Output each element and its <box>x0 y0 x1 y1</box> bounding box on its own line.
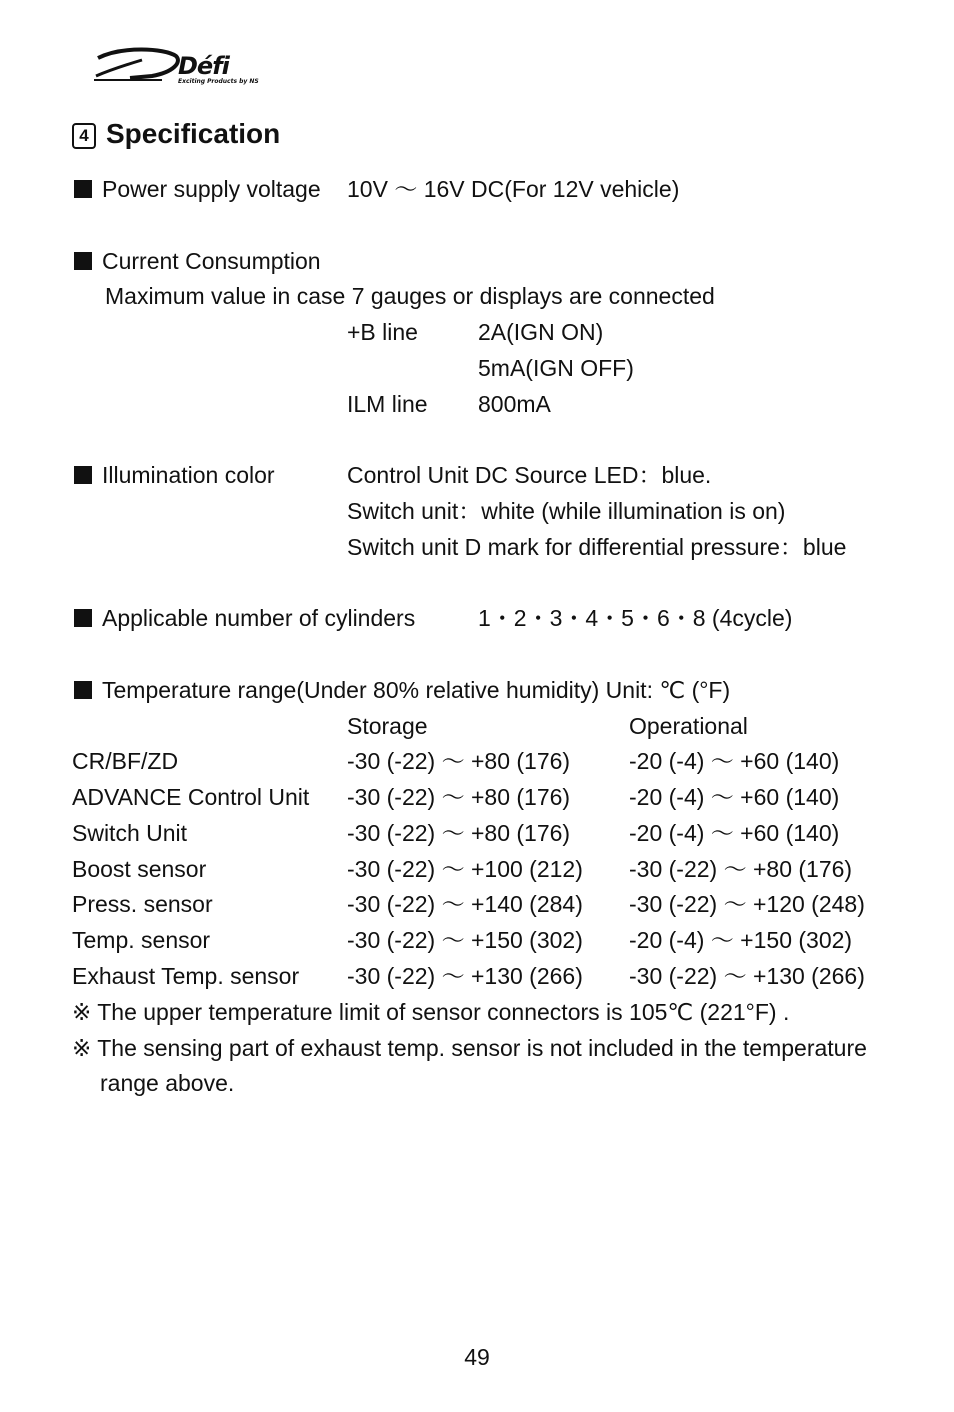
row-storage: -30 (-22) ～ +130 (266) <box>347 963 583 989</box>
row-storage: -30 (-22) ～ +80 (176) <box>347 820 571 846</box>
bullet-square-icon <box>74 681 92 699</box>
column-header-operational: Operational <box>629 713 748 739</box>
row-operational: -20 (-4) ～ +60 (140) <box>629 748 840 774</box>
row-operational: -30 (-22) ～ +80 (176) <box>629 856 853 882</box>
row-name: Exhaust Temp. sensor <box>72 963 300 989</box>
row-operational: -30 (-22) ～ +130 (266) <box>629 963 865 989</box>
row-storage: -30 (-22) ～ +80 (176) <box>347 784 571 810</box>
row-storage: -30 (-22) ～ +100 (212) <box>347 856 583 882</box>
row-name: ADVANCE Control Unit <box>72 784 310 810</box>
row-operational: -20 (-4) ～ +60 (140) <box>629 784 840 810</box>
row-storage: -30 (-22) ～ +140 (284) <box>347 891 583 917</box>
logo-wordmark: Défi <box>178 52 229 80</box>
temperature-note: ※ The upper temperature limit of sensor connectors is 105℃ (221°F) . <box>72 999 790 1025</box>
bullet-square-icon <box>74 466 92 484</box>
illumination-line: Control Unit DC Source LED：blue. <box>347 462 712 488</box>
bullet-square-icon <box>74 180 92 198</box>
temperature-note: ※ The sensing part of exhaust temp. sensor is not included in the temperature <box>72 1035 867 1061</box>
row-name: Temp. sensor <box>72 927 211 953</box>
temperature-label: Temperature range(Under 80% relative humidity) Unit: ℃ (°F) <box>74 679 730 702</box>
illumination-line: Switch unit D mark for differential pressure：blue <box>347 534 847 560</box>
ilm-line-label: ILM line <box>347 391 428 417</box>
section-number: 4 <box>72 123 96 149</box>
defi-logo <box>92 44 292 90</box>
row-operational: -20 (-4) ～ +150 (302) <box>629 927 853 953</box>
row-storage: -30 (-22) ～ +80 (176) <box>347 748 571 774</box>
current-consumption-label: Current Consumption <box>74 250 321 273</box>
cylinders-label: Applicable number of cylinders <box>74 607 415 630</box>
page-number: 49 <box>464 1344 490 1370</box>
illumination-line: Switch unit：white (while illumination is on) <box>347 498 786 524</box>
current-consumption-note: Maximum value in case 7 gauges or displays are connected <box>105 283 715 309</box>
temperature-note-continued: range above. <box>100 1070 235 1096</box>
row-name: CR/BF/ZD <box>72 748 179 774</box>
b-line-value-ign-off: 5mA(IGN OFF) <box>478 355 634 381</box>
cylinders-value: 1・2・3・4・5・6・8 (4cycle) <box>478 605 793 631</box>
bullet-square-icon <box>74 609 92 627</box>
section-title: Specification <box>106 118 281 149</box>
b-line-value-ign-on: 2A(IGN ON) <box>478 319 604 345</box>
logo-tagline: Exciting Products by NS <box>178 78 259 85</box>
bullet-square-icon <box>74 252 92 270</box>
power-supply-value: 10V ～ 16V DC(For 12V vehicle) <box>347 176 680 202</box>
row-storage: -30 (-22) ～ +150 (302) <box>347 927 583 953</box>
defi-swoosh-icon <box>92 44 182 84</box>
row-name: Boost sensor <box>72 856 207 882</box>
page-title <box>72 120 280 149</box>
row-operational: -20 (-4) ～ +60 (140) <box>629 820 840 846</box>
row-name: Switch Unit <box>72 820 188 846</box>
power-supply-label: Power supply voltage <box>74 178 321 201</box>
column-header-storage: Storage <box>347 713 428 739</box>
b-line-label: +B line <box>347 319 418 345</box>
illumination-label: Illumination color <box>74 464 275 487</box>
row-name: Press. sensor <box>72 891 213 917</box>
row-operational: -30 (-22) ～ +120 (248) <box>629 891 865 917</box>
ilm-line-value: 800mA <box>478 391 551 417</box>
